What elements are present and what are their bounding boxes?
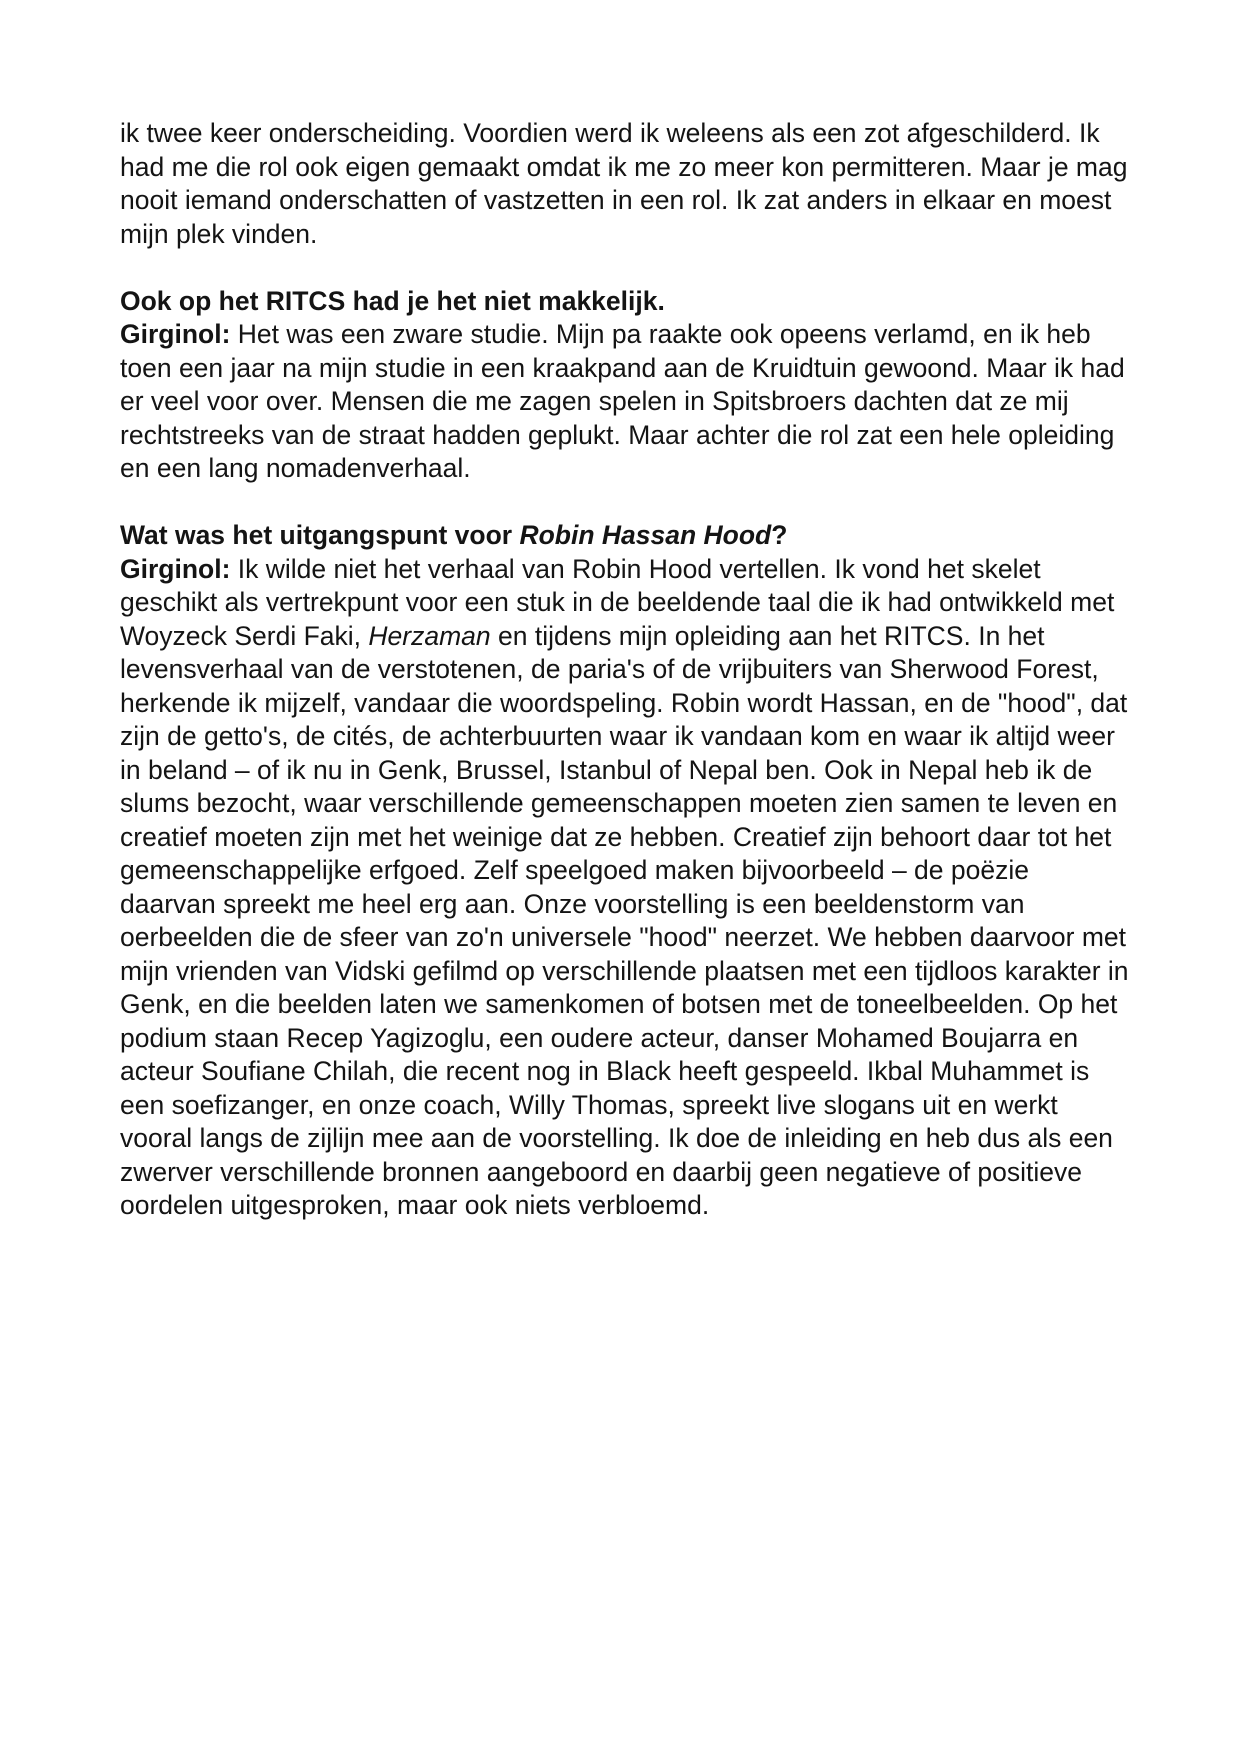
production-title: Herzaman <box>368 620 491 651</box>
interview-block-robin-hassan-hood <box>120 519 1130 1223</box>
answer-part-2: en tijdens mijn opleiding aan het RITCS. In het levensverhaal van de verstotenen, de paria's of de vrijbuiters van Sherwood Forest, herkende ik mijzelf, vandaar die woordspeling. Robin wordt Hassan, en de "hood", dat zijn de getto's, de cités, de achterbuurten waar ik vandaan kom en waar ik altijd weer in beland – of ik nu in Genk, Brussel, Istanbul of Nepal ben. Ook in Nepal heb ik de slums bezocht, waar verschillende gemeenschappen moeten zien samen te leven en creatief moeten zijn met het weinige dat ze hebben. Creatief zijn behoort daar tot het gemeenschappelijke erfgoed. Zelf speelgoed maken bijvoorbeeld – de poëzie daarvan spreekt me heel erg aan. Onze voorstelling is een beeldenstorm van oerbeelden die de sfeer van zo'n universele "hood" neerzet. We hebben daarvoor met mijn vrienden van Vidski gefilmd op verschillende plaatsen met een tijdloos karakter in Genk, en die beelden laten we samenkomen of botsen met de toneelbeelden. Op het podium staan Recep Yagizoglu, een oudere acteur, danser Mohamed Boujarra en acteur Soufiane Chilah, die recent nog in Black heeft gespeeld. Ikbal Muhammet is een soefizanger, en onze coach, Willy Thomas, spreekt live slogans uit en werkt vooral langs de zijlijn mee aan de voorstelling. Ik doe de inleiding en heb dus als een zwerver verschillende bronnen aangeboord en daarbij geen negatieve of positieve oordelen uitgesproken, maar ook niets verbloemd. <box>120 620 1129 1220</box>
interview-question <box>120 519 1130 553</box>
interview-answer: Het was een zware studie. Mijn pa raakte ook opeens verlamd, en ik heb toen een jaar na mijn studie in een kraakpand aan de Kruidtuin gewoond. Maar ik had er veel voor over. Mensen die me zagen spelen in Spitsbroers dachten dat ze mij rechtstreeks van de straat hadden geplukt. Maar achter die rol zat een hele opleiding en een lang nomadenverhaal. <box>120 319 1125 483</box>
document-page <box>120 117 1130 1256</box>
question-prefix: Wat was het uitgangspunt voor <box>120 520 520 550</box>
speaker-label: Girginol: <box>120 553 231 584</box>
show-title: Robin Hassan Hood <box>519 520 772 550</box>
speaker-label: Girginol: <box>120 319 231 349</box>
question-suffix: ? <box>771 520 788 550</box>
answer-part-1: Ik wilde niet het verhaal van Robin Hood vertellen. Ik vond het skelet geschikt als vertrekpunt voor een stuk in de beeldende taal die ik had ontwikkeld met Woyzeck Serdi Faki, <box>120 553 1115 651</box>
interview-block-ritcs <box>120 285 1130 486</box>
interview-question: Ook op het RITCS had je het niet makkelijk. <box>120 285 665 316</box>
intro-paragraph: ik twee keer onderscheiding. Voordien werd ik weleens als een zot afgeschilderd. Ik had me die rol ook eigen gemaakt omdat ik me zo meer kon permitteren. Maar je mag nooit iemand onderschatten of vastzetten in een rol. Ik zat anders in elkaar en moest mijn plek vinden. <box>120 118 1128 249</box>
